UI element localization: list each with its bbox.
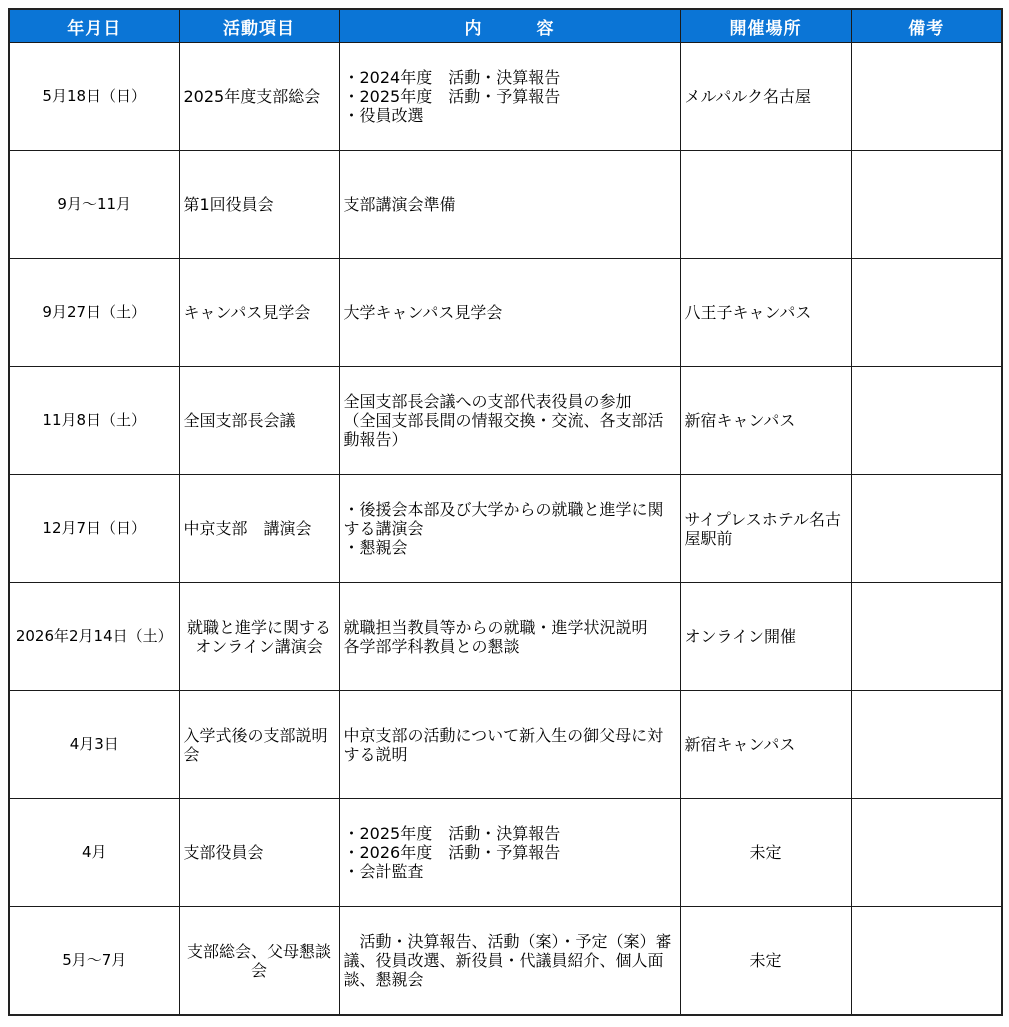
cell-date: 11月8日（土） [9,367,179,475]
cell-item: 支部総会、父母懇談会 [179,907,339,1016]
table-row [9,259,1002,367]
cell-place: 新宿キャンパス [680,367,851,475]
cell-place: サイプレスホテル名古屋駅前 [680,475,851,583]
cell-item: 全国支部長会議 [179,367,339,475]
cell-date: 9月～11月 [9,151,179,259]
cell-content: 就職担当教員等からの就職・進学状況説明 各学部学科教員との懇談 [339,583,680,691]
cell-date: 5月18日（日） [9,43,179,151]
cell-place: 新宿キャンパス [680,691,851,799]
cell-content: ・2024年度 活動・決算報告 ・2025年度 活動・予算報告 ・役員改選 [339,43,680,151]
cell-place: オンライン開催 [680,583,851,691]
cell-note [851,583,1002,691]
cell-item: 中京支部 講演会 [179,475,339,583]
header-row [9,9,1002,43]
table-row [9,691,1002,799]
cell-note [851,799,1002,907]
cell-date: 4月3日 [9,691,179,799]
cell-content: 支部講演会準備 [339,151,680,259]
cell-note [851,259,1002,367]
cell-date: 12月7日（日） [9,475,179,583]
cell-content: ・2025年度 活動・決算報告 ・2026年度 活動・予算報告 ・会計監査 [339,799,680,907]
cell-content: 活動・決算報告、活動（案）・予定（案）審議、役員改選、新役員・代議員紹介、個人面談、懇親会 [339,907,680,1016]
cell-item: 2025年度支部総会 [179,43,339,151]
cell-place: メルパルク名古屋 [680,43,851,151]
cell-item: 第1回役員会 [179,151,339,259]
table-header [9,9,1002,43]
cell-item: 就職と進学に関するオンライン講演会 [179,583,339,691]
table-row [9,799,1002,907]
table-row [9,583,1002,691]
header-note: 備考 [851,9,1002,43]
cell-date: 2026年2月14日（土） [9,583,179,691]
cell-date: 4月 [9,799,179,907]
header-place: 開催場所 [680,9,851,43]
cell-note [851,691,1002,799]
cell-content: 大学キャンパス見学会 [339,259,680,367]
cell-date: 9月27日（土） [9,259,179,367]
cell-content: ・後援会本部及び大学からの就職と進学に関する講演会 ・懇親会 [339,475,680,583]
cell-note [851,475,1002,583]
cell-place: 未定 [680,907,851,1016]
cell-item: 入学式後の支部説明会 [179,691,339,799]
header-item: 活動項目 [179,9,339,43]
cell-place [680,151,851,259]
table-body [9,43,1002,1016]
cell-note [851,43,1002,151]
table-row [9,475,1002,583]
header-content: 内 容 [339,9,680,43]
schedule-table [8,8,1003,1016]
table-row [9,367,1002,475]
schedule-table-container [8,8,1003,1016]
cell-date: 5月～7月 [9,907,179,1016]
header-date: 年月日 [9,9,179,43]
cell-note [851,151,1002,259]
cell-item: キャンパス見学会 [179,259,339,367]
cell-place: 八王子キャンパス [680,259,851,367]
cell-content: 全国支部長会議への支部代表役員の参加 （全国支部長間の情報交換・交流、各支部活動報告） [339,367,680,475]
cell-note [851,367,1002,475]
cell-item: 支部役員会 [179,799,339,907]
table-row [9,151,1002,259]
cell-place: 未定 [680,799,851,907]
table-row [9,43,1002,151]
cell-content: 中京支部の活動について新入生の御父母に対する説明 [339,691,680,799]
table-row [9,907,1002,1016]
cell-note [851,907,1002,1016]
